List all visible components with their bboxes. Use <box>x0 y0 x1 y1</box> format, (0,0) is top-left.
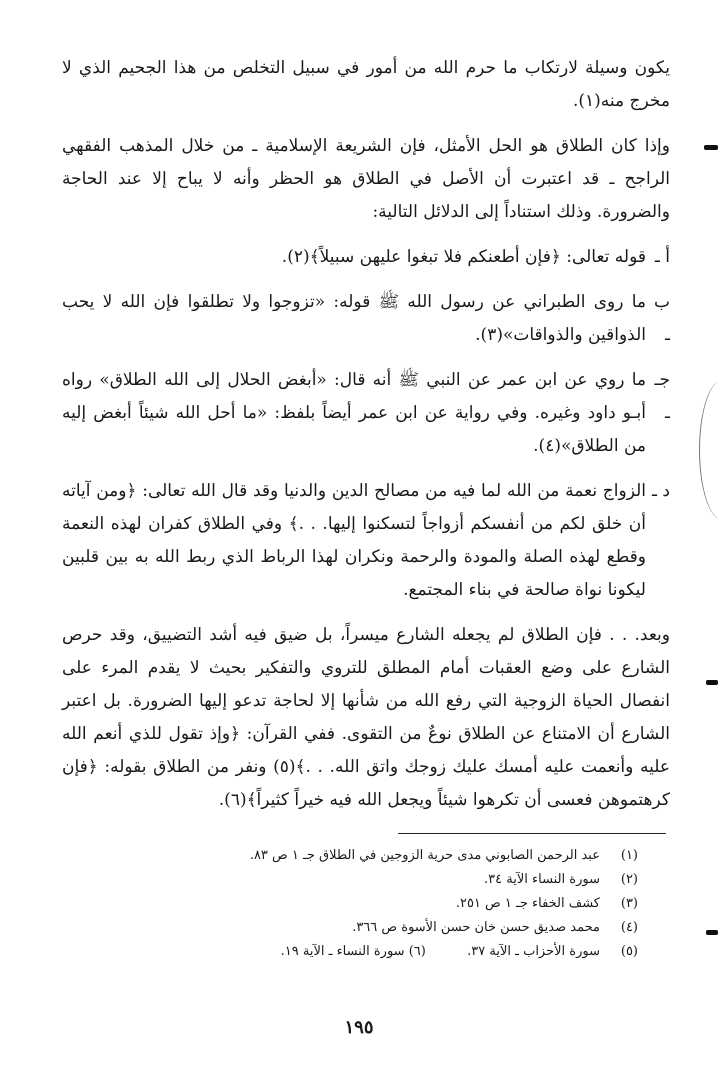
footnote-text: كشف الخفاء جـ ١ ص ٢٥١. <box>455 896 600 911</box>
item-text: ما روى الطبراني عن رسول الله ﷺ قوله: «تزوجوا ولا تطلقوا فإن الله لا يحب الذواقين والذواقات»(٣). <box>62 292 646 345</box>
footnote-text: سورة الأحزاب ـ الآية ٣٧. (٦) سورة النساء ـ الآية ١٩. <box>280 944 600 959</box>
item-text: قوله تعالى: ﴿فإن أطعنكم فلا تبغوا عليهن سبيلاً﴾(٢). <box>281 247 646 267</box>
footnote-divider <box>398 833 666 834</box>
paragraph-intro: يكون وسيلة لارتكاب ما حرم الله من أمور في سبيل التخلص من هذا الجحيم الذي لا مخرج منه(١). <box>62 58 670 111</box>
footnote-number: (٥) <box>620 944 638 959</box>
item-text: ما روي عن ابن عمر عن النبي ﷺ أنه قال: «أبغض الحلال إلى الله الطلاق» رواه أبـو داود وغيره. وفي رواية عن ابن عمر أيضاً بلفظ: «ما أحل الله شيئاً أبغض إليه من الطلاق»(٤). <box>62 370 646 456</box>
footnote-number: (٣) <box>620 896 638 911</box>
evidence-item-b <box>62 286 670 352</box>
footnote-text: عبد الرحمن الصابوني مدى حرية الزوجين في الطلاق جـ ١ ص ٨٣. <box>249 848 600 863</box>
item-label: أ ـ <box>654 247 670 267</box>
page-body <box>62 52 670 817</box>
evidence-item-c <box>62 364 670 463</box>
scan-edge-mark <box>706 930 718 935</box>
footnote <box>118 940 638 964</box>
scan-edge-arc <box>699 380 718 520</box>
item-label: ب ـ <box>653 292 670 345</box>
footnote <box>118 916 638 940</box>
footnotes <box>118 844 638 964</box>
footnote-text: محمد صديق حسن خان حسن الأسوة ص ٣٦٦. <box>352 920 600 935</box>
scan-edge-mark <box>706 680 718 685</box>
footnote-number: (٢) <box>620 872 638 887</box>
footnote <box>118 844 638 868</box>
footnote <box>118 892 638 916</box>
page-number: ١٩٥ <box>344 1017 374 1038</box>
item-label: د ـ <box>652 481 670 501</box>
item-text: الزواج نعمة من الله لما فيه من مصالح الدين والدنيا وقد قال الله تعالى: ﴿ومن آياته أن خلق لكم من أنفسكم أزواجاً لتسكنوا إليها. . .﴾ وفي الطلاق كفران لهذه النعمة وقطع لهذه الصلة والمودة والرحمة ونكران لهذا الرباط الذي ربط الله به بين قلبين ليكونا نواة صالحة في بناء المجتمع. <box>62 481 646 600</box>
footnote-text: سورة النساء الآية ٣٤. <box>484 872 600 887</box>
footnote-number: (١) <box>620 848 638 863</box>
item-label: جـ ـ <box>654 370 670 423</box>
footnote-number: (٤) <box>620 920 638 935</box>
evidence-item-a <box>62 241 670 274</box>
paragraph-closing: وبعد. . . فإن الطلاق لم يجعله الشارع ميسراً، بل ضيق فيه أشد التضييق، وقد حرص الشارع على وضع العقبات أمام المطلق للتروي والتفكير بحيث لا يقدم المرء على انفصال الحياة الزوجية التي رفع الله من شأنها إلا لحاجة تدعو إليها الضرورة. بل اعتبر الشارع أن الامتناع عن الطلاق نوعٌ من التقوى. ففي القرآن: ﴿وإذ تقول للذي أنعم الله عليه وأنعمت عليه أمسك عليك زوجك واتق الله. . .﴾(٥) ونفر من الطلاق بقوله: ﴿فإن كرهتموهن فعسى أن تكرهوا شيئاً ويجعل الله فيه خيراً كثيراً﴾(٦). <box>62 625 670 810</box>
evidence-item-d <box>62 475 670 607</box>
footnote <box>118 868 638 892</box>
paragraph-talaq-principle: وإذا كان الطلاق هو الحل الأمثل، فإن الشريعة الإسلامية ـ من خلال المذهب الفقهي الراجح ـ قد اعتبرت أن الأصل في الطلاق هو الحظر وأنه لا يباح إلا عند الحاجة والضرورة. وذلك استناداً إلى الدلائل التالية: <box>62 136 670 222</box>
scan-edge-mark <box>704 145 718 150</box>
